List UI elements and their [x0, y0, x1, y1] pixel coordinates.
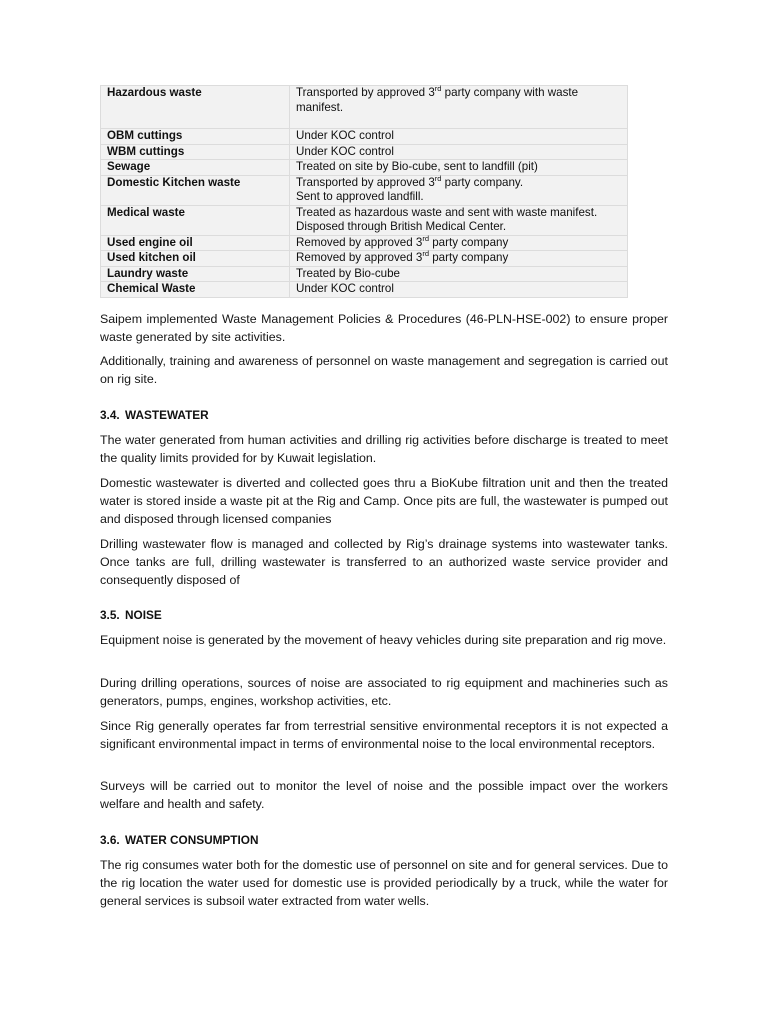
table-row — [101, 251, 628, 267]
paragraph-noise-impact: Since Rig generally operates far from terrestrial sensitive environmental receptors it is not expected a significant environmental impact in terms of environmental noise to the local environmental receptors. — [100, 719, 668, 751]
treatment-cell: Transported by approved 3rd party company. Sent to approved landfill. — [290, 175, 628, 205]
section-heading-water-consumption: 3.6. WATER CONSUMPTION — [100, 833, 259, 847]
treatment-cell: Under KOC control — [290, 129, 628, 145]
paragraph-equipment-noise: Equipment noise is generated by the movement of heavy vehicles during site preparation and rig move. — [100, 633, 667, 647]
table-row — [101, 282, 628, 298]
section-heading-wastewater: 3.4. WASTEWATER — [100, 408, 209, 422]
waste-type-cell: Chemical Waste — [101, 282, 290, 298]
paragraph-waste-training: Additionally, training and awareness of personnel on waste management and segregation is carried out on rig site. — [100, 354, 668, 386]
table-row — [101, 86, 628, 129]
paragraph-water-consumption: The rig consumes water both for the domestic use of personnel on site and for general services. Due to the rig location the water used for domestic use is provided periodically by a truck, while the water for general services is subsoil water extracted from water wells. — [100, 858, 668, 908]
waste-type-cell: Medical waste — [101, 205, 290, 235]
waste-type-cell: Used engine oil — [101, 235, 290, 251]
table-row — [101, 175, 628, 205]
table-row — [101, 235, 628, 251]
waste-type-cell: Used kitchen oil — [101, 251, 290, 267]
waste-management-table — [100, 85, 628, 298]
treatment-cell: Treated as hazardous waste and sent with waste manifest. Disposed through British Medical Center. — [290, 205, 628, 235]
waste-type-cell: Sewage — [101, 160, 290, 176]
waste-type-cell: Domestic Kitchen waste — [101, 175, 290, 205]
paragraph-domestic-wastewater: Domestic wastewater is diverted and collected goes thru a BioKube filtration unit and then the treated water is stored inside a waste pit at the Rig and Camp. Once pits are full, the wastewater is pumped out and disposed through licensed companies — [100, 476, 668, 526]
paragraph-noise-surveys: Surveys will be carried out to monitor the level of noise and the possible impact over the workers welfare and health and safety. — [100, 779, 668, 811]
section-heading-noise: 3.5. NOISE — [100, 608, 162, 622]
treatment-cell: Treated by Bio-cube — [290, 266, 628, 282]
paragraph-waste-policy: Saipem implemented Waste Management Policies & Procedures (46-PLN-HSE-002) to ensure proper waste generated by site activities. — [100, 312, 668, 344]
table-row — [101, 205, 628, 235]
treatment-cell: Treated on site by Bio-cube, sent to landfill (pit) — [290, 160, 628, 176]
treatment-cell: Under KOC control — [290, 144, 628, 160]
table-row — [101, 129, 628, 145]
waste-type-cell: WBM cuttings — [101, 144, 290, 160]
treatment-cell: Removed by approved 3rd party company — [290, 251, 628, 267]
treatment-cell: Under KOC control — [290, 282, 628, 298]
table-row — [101, 160, 628, 176]
waste-type-cell: Laundry waste — [101, 266, 290, 282]
table-row — [101, 266, 628, 282]
table-row — [101, 144, 628, 160]
paragraph-drilling-wastewater: Drilling wastewater flow is managed and collected by Rig’s drainage systems into wastewater tanks. Once tanks are full, drilling wastewater is transferred to an authorized waste service provider and consequently disposed of — [100, 537, 668, 587]
waste-type-cell: Hazardous waste — [101, 86, 290, 129]
treatment-cell: Removed by approved 3rd party company — [290, 235, 628, 251]
waste-type-cell: OBM cuttings — [101, 129, 290, 145]
paragraph-noise-sources: During drilling operations, sources of noise are associated to rig equipment and machineries such as generators, pumps, engines, workshop activities, etc. — [100, 676, 668, 708]
paragraph-wastewater-treatment: The water generated from human activities and drilling rig activities before discharge is treated to meet the quality limits provided for by Kuwait legislation. — [100, 433, 668, 465]
treatment-cell: Transported by approved 3rd party company with waste manifest. — [290, 86, 628, 129]
